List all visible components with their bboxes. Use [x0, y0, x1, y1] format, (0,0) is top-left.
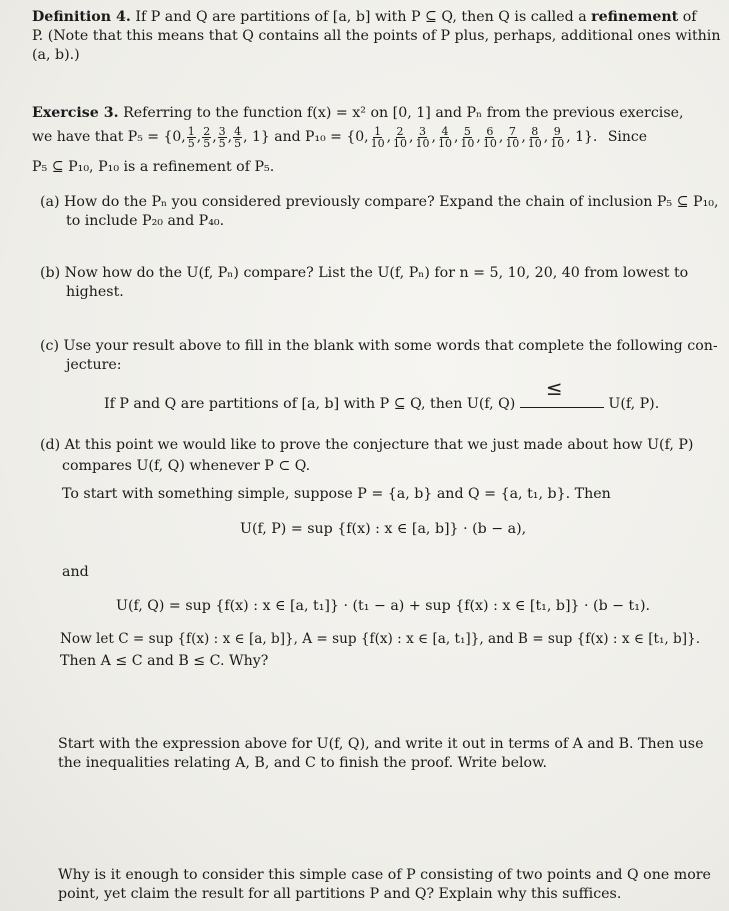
part-d-line-2: compares U(f, Q) whenever P ⊂ Q.	[62, 458, 311, 474]
numerator: 3	[218, 124, 226, 138]
part-b-line-2: highest.	[66, 284, 124, 300]
exercise-line-3: P₅ ⊆ P₁₀, P₁₀ is a refinement of P₅.	[32, 159, 275, 175]
part-c-line-1: (c) Use your result above to fill in the blank with some words that complete the following con-	[40, 338, 718, 354]
denominator: 10	[550, 136, 565, 150]
part-d-line-1: (d) At this point we would like to prove the conjecture that we just made about how U(f, P)	[40, 437, 694, 453]
comma: ,	[498, 129, 504, 145]
denominator: 10	[460, 136, 475, 150]
p10-fraction	[415, 126, 431, 149]
comma: ,	[212, 129, 217, 145]
part-d-line-8: Why is it enough to consider this simple case of P consisting of two points and Q one more	[58, 867, 711, 883]
comma: ,	[431, 129, 436, 145]
conjecture-blank[interactable]	[520, 376, 604, 408]
p5-label: we have that P₅ =	[32, 129, 160, 145]
numerator: 5	[463, 124, 471, 138]
denominator: 10	[415, 136, 430, 150]
comma: ,	[196, 129, 202, 145]
part-d-line-5: Then A ≤ C and B ≤ C. Why?	[60, 653, 269, 669]
part-d-line-9: point, yet claim the result for all partitions P and Q? Explain why this suffices.	[58, 886, 622, 902]
definition-line-3: (a, b).)	[32, 47, 80, 63]
conjecture-right: U(f, P).	[608, 396, 660, 412]
comma: ,	[543, 129, 549, 145]
p10-fraction	[549, 126, 565, 149]
part-d-line-3: To start with something simple, suppose P = {a, b} and Q = {a, t₁, b}. Then	[62, 486, 611, 502]
part-c-line-2: jecture:	[66, 357, 122, 373]
p10-fraction	[504, 126, 520, 149]
exercise-line-1	[32, 104, 684, 123]
comma: ,	[386, 129, 392, 145]
numerator: 8	[531, 124, 539, 138]
equation-u-f-p: U(f, P) = sup {f(x) : x ∈ [a, b]} · (b − a),	[240, 521, 527, 537]
denominator: 10	[527, 136, 542, 150]
numerator: 2	[203, 124, 211, 138]
p5-set	[163, 124, 270, 150]
p10-label: and P₁₀ =	[274, 129, 342, 145]
conjecture-line	[104, 376, 660, 414]
exercise-intro: Referring to the function f(x) = x² on [0, 1] and Pₙ from the previous exercise,	[123, 105, 684, 121]
numerator: 1	[374, 124, 382, 138]
numerator: 4	[441, 124, 449, 138]
p10-fraction	[527, 126, 543, 149]
exercise-sets-line	[32, 122, 647, 152]
part-d-line-6: Start with the expression above for U(f, Q), and write it out in terms of A and B. Then use	[58, 736, 704, 752]
denominator: 5	[187, 136, 195, 150]
denominator: 5	[218, 136, 226, 150]
part-a-line-1: (a) How do the Pₙ you considered previously compare? Expand the chain of inclusion P₅ ⊆ P₁₀,	[40, 194, 719, 210]
denominator: 10	[505, 136, 520, 150]
equation-u-f-q: U(f, Q) = sup {f(x) : x ∈ [a, t₁]} · (t₁ − a) + sup {f(x) : x ∈ [t₁, b]} · (b − t₁).	[116, 598, 650, 614]
p5-fraction	[202, 126, 211, 149]
p5-fraction	[233, 126, 242, 149]
definition-label: Definition 4.	[32, 9, 131, 25]
since-word: Since	[607, 129, 648, 145]
numerator: 6	[486, 124, 494, 138]
p10-fraction	[370, 126, 386, 149]
numerator: 7	[508, 124, 516, 138]
denominator: 10	[437, 136, 452, 150]
denominator: 5	[203, 136, 211, 150]
and-word: and	[62, 564, 89, 580]
denominator: 10	[393, 136, 408, 150]
denominator: 10	[482, 136, 497, 150]
p5-fraction	[187, 126, 196, 149]
comma: ,	[476, 129, 481, 145]
definition-line-2: P. (Note that this means that Q contains all the points of P plus, perhaps, additional ones within	[32, 28, 721, 44]
p10-open: {0,	[346, 129, 369, 145]
p10-set	[346, 124, 598, 150]
definition-text: If P and Q are partitions of [a, b] with P ⊆ Q, then Q is called a	[135, 9, 587, 25]
numerator: 2	[396, 124, 404, 138]
conjecture-left: If P and Q are partitions of [a, b] with P ⊆ Q, then U(f, Q)	[104, 396, 516, 412]
p10-fraction	[437, 126, 453, 149]
denominator: 5	[234, 136, 242, 150]
comma: ,	[227, 129, 233, 145]
numerator: 1	[187, 124, 195, 138]
p10-fraction	[392, 126, 408, 149]
p5-open: {0,	[163, 129, 186, 145]
numerator: 4	[234, 124, 242, 138]
comma: ,	[409, 129, 414, 145]
part-b-line-1: (b) Now how do the U(f, Pₙ) compare? List the U(f, Pₙ) for n = 5, 10, 20, 40 from lowest to	[40, 265, 689, 281]
comma: ,	[521, 129, 526, 145]
p10-fraction	[482, 126, 498, 149]
exercise-label: Exercise 3.	[32, 105, 119, 121]
part-d-line-4: Now let C = sup {f(x) : x ∈ [a, b]}, A = sup {f(x) : x ∈ [a, t₁]}, and B = sup {f(x) : x ∈ [t₁, b]}.	[60, 631, 701, 647]
definition-term: refinement	[591, 9, 679, 25]
definition-text-end: of	[682, 9, 697, 25]
numerator: 9	[553, 124, 561, 138]
comma: ,	[453, 129, 459, 145]
part-a-line-2: to include P₂₀ and P₄₀.	[66, 213, 225, 229]
denominator: 10	[370, 136, 385, 150]
p10-fraction	[459, 126, 475, 149]
numerator: 3	[419, 124, 426, 138]
part-d-line-7: the inequalities relating A, B, and C to finish the proof. Write below.	[58, 755, 548, 771]
definition-line-1	[32, 8, 712, 27]
p5-fraction	[218, 126, 227, 149]
p5-close: , 1}	[243, 129, 270, 145]
handwritten-answer: ≤	[545, 376, 563, 400]
p10-close: , 1}.	[566, 129, 598, 145]
